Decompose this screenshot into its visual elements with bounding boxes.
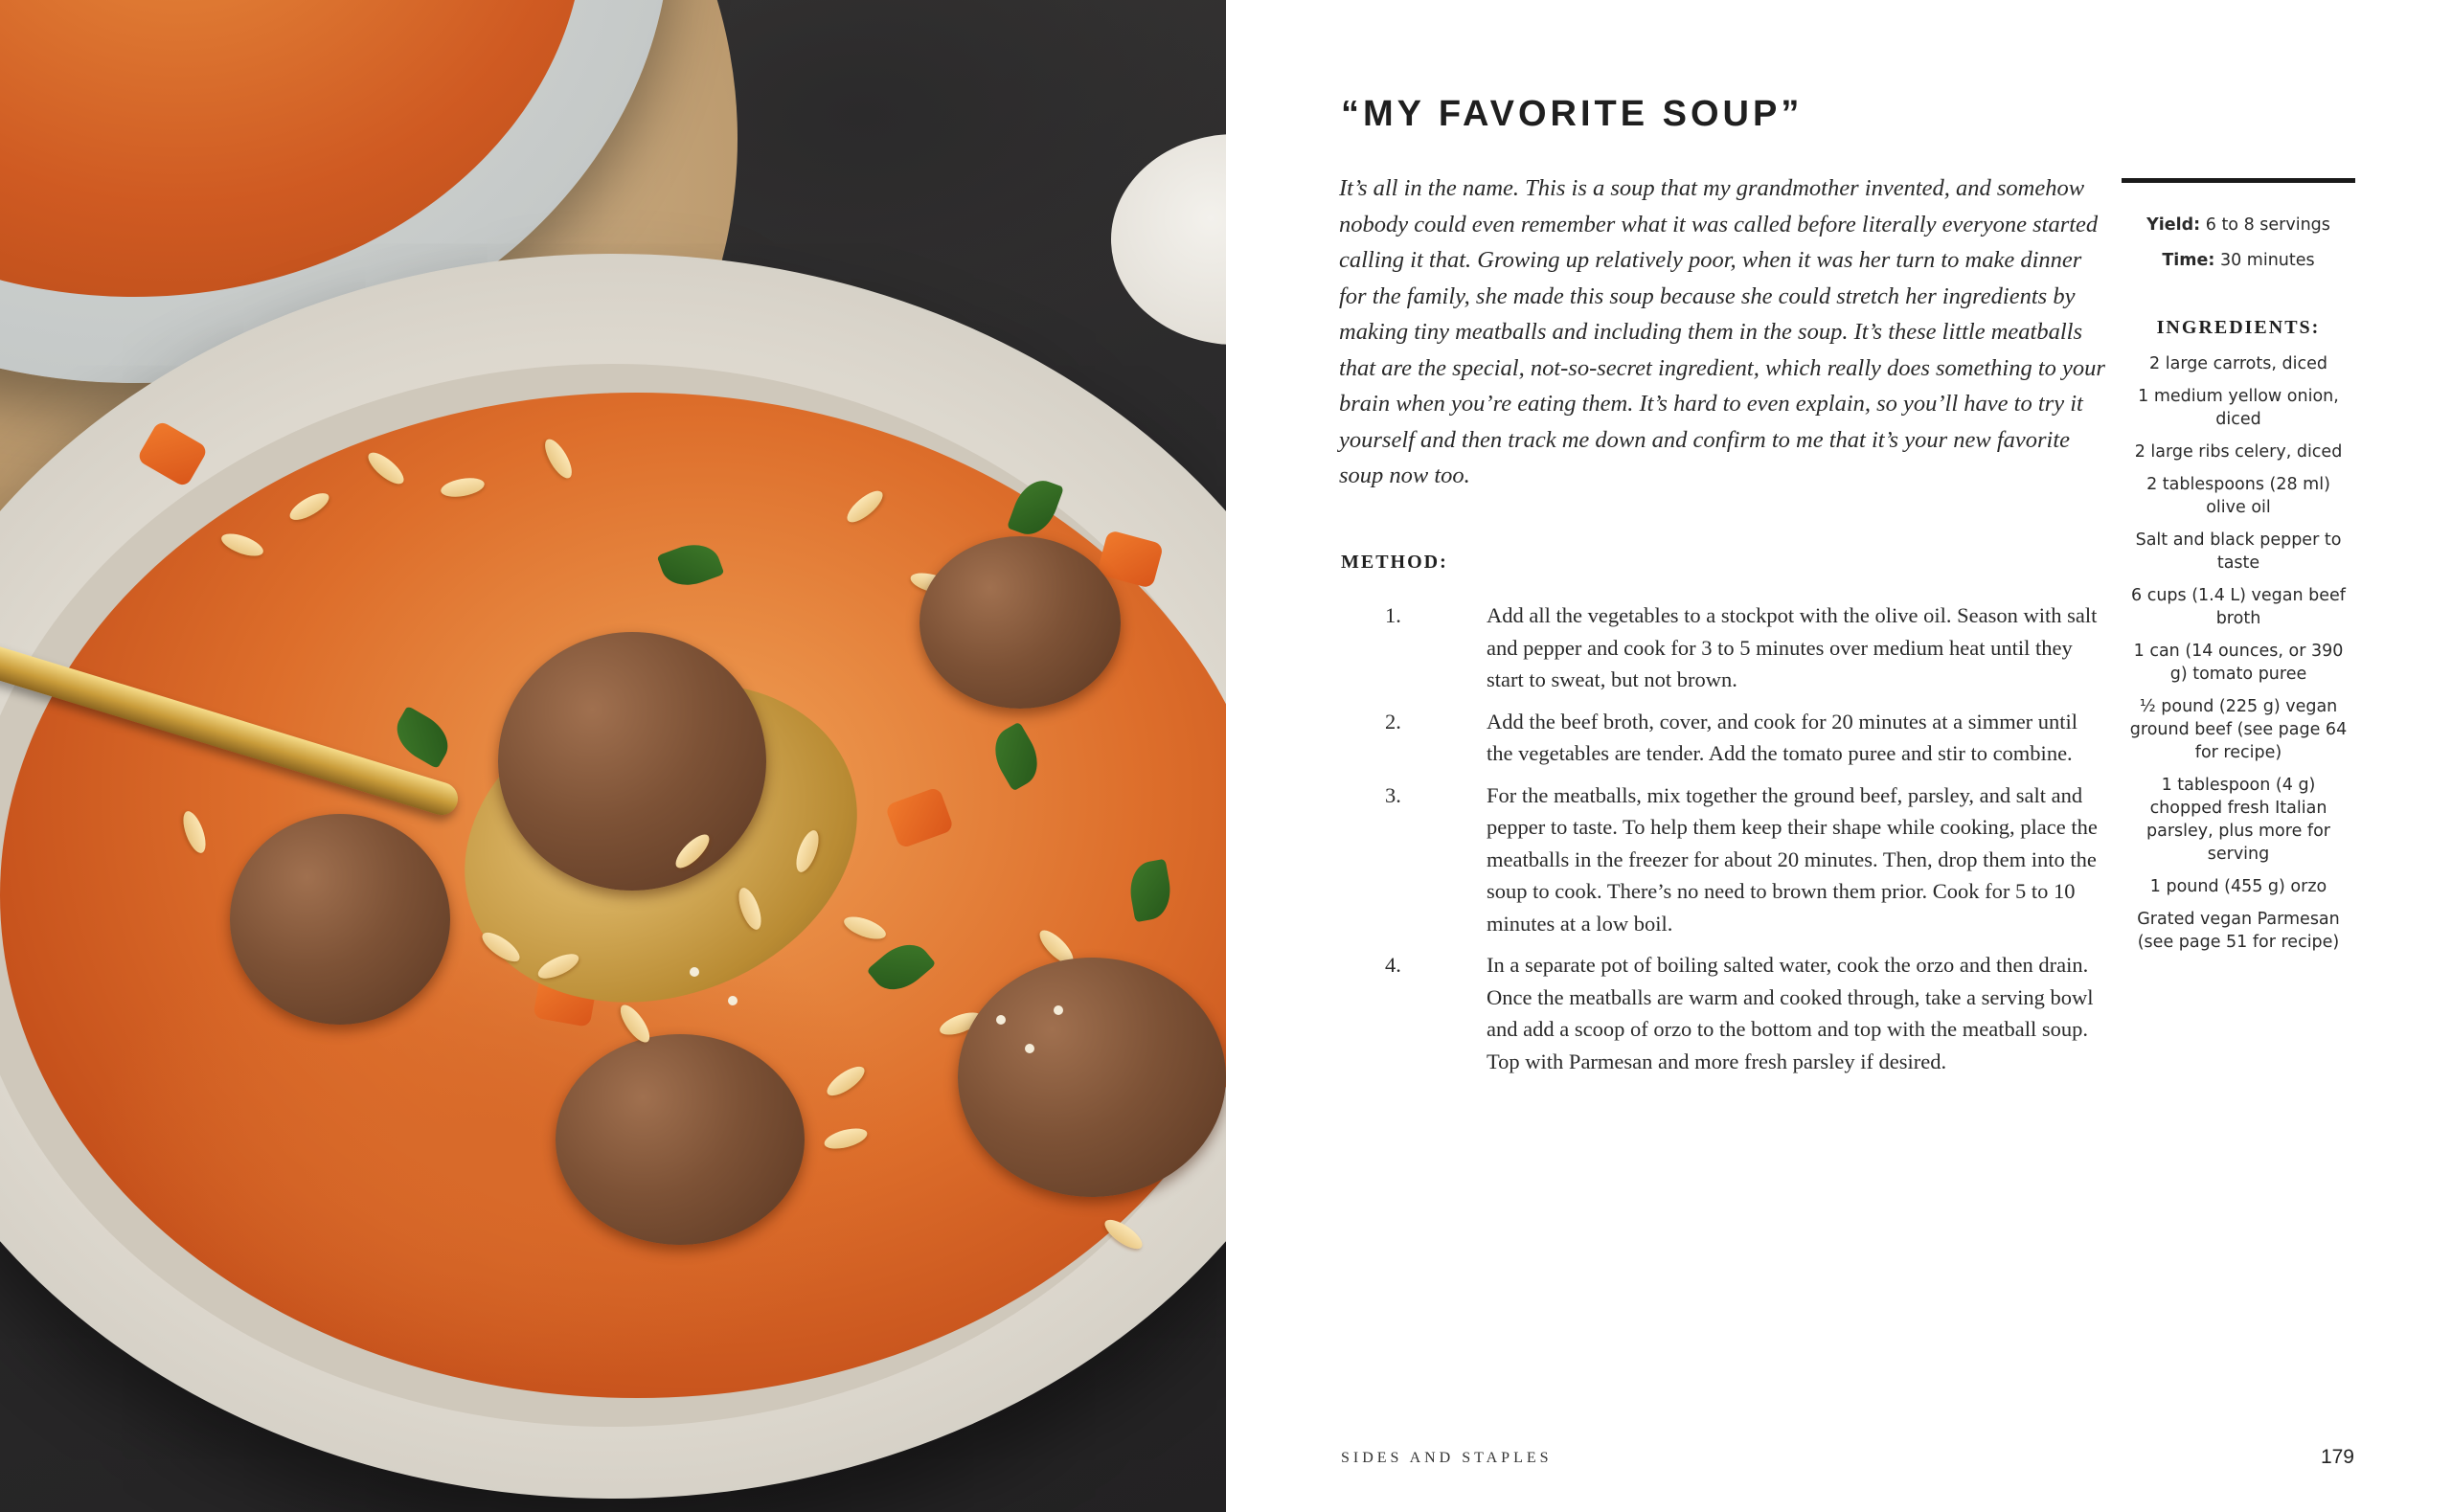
sidebar-rule	[2122, 178, 2355, 183]
yield-label: Yield:	[2146, 215, 2201, 235]
parmesan-speck	[996, 1015, 1006, 1025]
meatball	[230, 814, 450, 1025]
parmesan-speck	[728, 996, 738, 1005]
step-text: Add all the vegetables to a stockpot with the olive oil. Season with salt and pepper and cook for 3 to 5 minutes over medium heat until they start to sweat, but not brown.	[1487, 603, 2098, 691]
parmesan-speck	[1054, 1005, 1063, 1015]
ingredient-item: ½ pound (225 g) vegan ground beef (see page 64 for recipe)	[2129, 697, 2348, 762]
method-step	[1385, 599, 2105, 696]
step-text: Add the beef broth, cover, and cook for 20 minutes at a simmer until the vegetables are tender. Add the tomato puree and stir to combine.	[1487, 709, 2078, 765]
parmesan-speck	[690, 967, 699, 977]
meatball	[556, 1034, 805, 1245]
method-step	[1385, 706, 2105, 770]
page-number: 179	[2320, 1446, 2354, 1468]
recipe-intro: It’s all in the name. This is a soup that my grandmother invented, and somehow nobody could even remember what it was called before literally everyone started calling it that. Growing up relatively poor, when it was her turn to make dinner for the family, she made this soup because she could stretch her ingredients by making tiny meatballs and including them in the soup. It’s these little meatballs that are the special, not-so-secret ingredient, which really does something to your brain when you’re eating them. It’s hard to even explain, so you’ll have to try it yourself and then track me down and confirm to me that it’s your new favorite soup now too.	[1339, 175, 2105, 488]
time-value: 30 minutes	[2214, 251, 2315, 270]
ingredient-item: 1 pound (455 g) orzo	[2149, 877, 2327, 896]
ingredient-item: 2 large carrots, diced	[2149, 354, 2327, 373]
ingredient-item: 2 tablespoons (28 ml) olive oil	[2146, 475, 2330, 517]
ingredients-list	[2122, 352, 2355, 954]
method-heading: METHOD:	[1341, 552, 1448, 573]
yield-row	[2122, 214, 2355, 237]
step-number: 3.	[1385, 782, 1401, 807]
ingredient-item: 1 tablespoon (4 g) chopped fresh Italian parsley, plus more for serving	[2146, 776, 2330, 864]
ingredient-item: Salt and black pepper to taste	[2135, 530, 2342, 573]
step-number: 1.	[1385, 603, 1401, 627]
meatball	[498, 632, 766, 891]
method-step	[1385, 949, 2105, 1077]
ingredient-item: Grated vegan Parmesan (see page 51 for recipe)	[2137, 910, 2340, 952]
method-step	[1385, 779, 2105, 940]
recipe-page	[1226, 0, 2452, 1512]
yield-value: 6 to 8 servings	[2200, 215, 2330, 235]
time-row	[2122, 249, 2355, 272]
step-number: 2.	[1385, 709, 1401, 733]
meatball	[958, 958, 1226, 1197]
recipe-title: “MY FAVORITE SOUP”	[1341, 94, 1804, 134]
parmesan-speck	[1025, 1044, 1034, 1053]
ingredient-item: 1 medium yellow onion, diced	[2138, 387, 2339, 429]
ingredient-item: 2 large ribs celery, diced	[2134, 442, 2343, 462]
ingredient-item: 1 can (14 ounces, or 390 g) tomato puree	[2133, 642, 2344, 684]
method-steps	[1385, 599, 2105, 1087]
time-label: Time:	[2162, 251, 2215, 270]
step-text: For the meatballs, mix together the ground beef, parsley, and salt and pepper to taste. To help them keep their shape while cooking, place the meatballs in the freezer for about 20 minutes. Then, drop them into the soup to cook. There’s no need to brown them prior. Cook for 5 to 10 minutes at a low boil.	[1487, 782, 2098, 936]
step-number: 4.	[1385, 953, 1401, 977]
running-footer: SIDES AND STAPLES	[1341, 1450, 1553, 1466]
recipe-sidebar	[2122, 178, 2355, 963]
small-dish	[1111, 134, 1226, 345]
meatball	[920, 536, 1121, 709]
step-text: In a separate pot of boiling salted water, cook the orzo and then drain. Once the meatballs are warm and cooked through, take a serving bowl and add a scoop of orzo to the bottom and top with the meatball soup. Top with Parmesan and more fresh parsley if desired.	[1487, 953, 2094, 1073]
ingredients-heading: INGREDIENTS:	[2156, 317, 2321, 338]
ingredient-item: 6 cups (1.4 L) vegan beef broth	[2131, 586, 2346, 628]
